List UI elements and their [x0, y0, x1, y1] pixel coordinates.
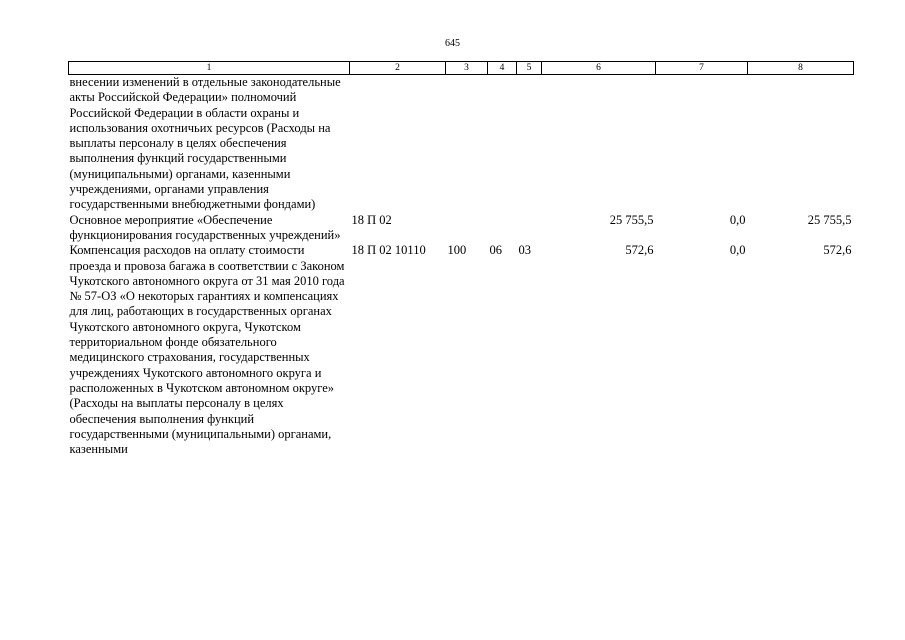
row-sum-2: 0,0	[729, 212, 746, 227]
row-sum-1	[542, 75, 656, 213]
row-vr: 100	[447, 243, 467, 258]
row-name: Основное мероприятие «Обеспечение функционирования государственных учреждений»	[69, 212, 341, 242]
row-pr	[517, 75, 542, 213]
row-sum-1: 25 755,5	[609, 212, 654, 227]
header-col-1: 1	[69, 62, 350, 75]
row-csr: 18 П 02	[351, 212, 392, 227]
header-col-7: 7	[656, 62, 748, 75]
row-sum-2: 0,0	[729, 243, 746, 258]
header-col-3: 3	[446, 62, 488, 75]
row-sum-3	[748, 75, 854, 213]
row-csr: 18 П 02 10110	[351, 243, 426, 258]
table-row	[69, 75, 854, 213]
table-header	[69, 62, 854, 75]
row-name: Компенсация расходов на оплату стоимости проезда и провоза багажа в соответствии с Законом Чукотского автономного округа от 31 мая 2010 года № 57-ОЗ «О некоторых гарантиях и компенсациях для лиц, работающих в государственных органах Чукотского автономного округа, Чукотском территориальном фонде обязательного медицинского страхования, государственных учреждениях Чукотского автономного округа и расположенных в Чукотском автономном округе» (Расходы на выплаты персоналу в целях обеспечения выполнения функций государственными (муниципальными) органами, казенными	[69, 243, 345, 457]
header-col-4: 4	[488, 62, 517, 75]
header-col-8: 8	[748, 62, 854, 75]
header-col-2: 2	[350, 62, 446, 75]
row-pr	[517, 213, 542, 244]
row-csr	[350, 75, 446, 213]
row-sum-2	[656, 75, 748, 213]
page-number: 645	[445, 38, 460, 49]
table-row	[69, 243, 854, 457]
row-vr	[446, 213, 488, 244]
row-rz	[488, 213, 517, 244]
row-rz	[488, 75, 517, 213]
budget-table	[68, 61, 854, 457]
row-pr: 03	[518, 243, 531, 258]
table-row	[69, 213, 854, 244]
row-rz: 06	[489, 243, 502, 258]
row-sum-3: 572,6	[823, 243, 852, 258]
header-col-6: 6	[542, 62, 656, 75]
header-row	[69, 62, 854, 75]
row-vr	[446, 75, 488, 213]
header-col-5: 5	[517, 62, 542, 75]
row-sum-1: 572,6	[625, 243, 654, 258]
row-sum-3: 25 755,5	[807, 212, 852, 227]
row-name: внесении изменений в отдельные законодательные акты Российской Федерации» полномочий Российской Федерации в области охраны и использования охотничьих ресурсов (Расходы на выплаты персоналу в целях обеспечения выполнения функций государственными (муниципальными) органами, казенными учреждениями, органами управления государственными внебюджетными фондами)	[69, 75, 341, 212]
